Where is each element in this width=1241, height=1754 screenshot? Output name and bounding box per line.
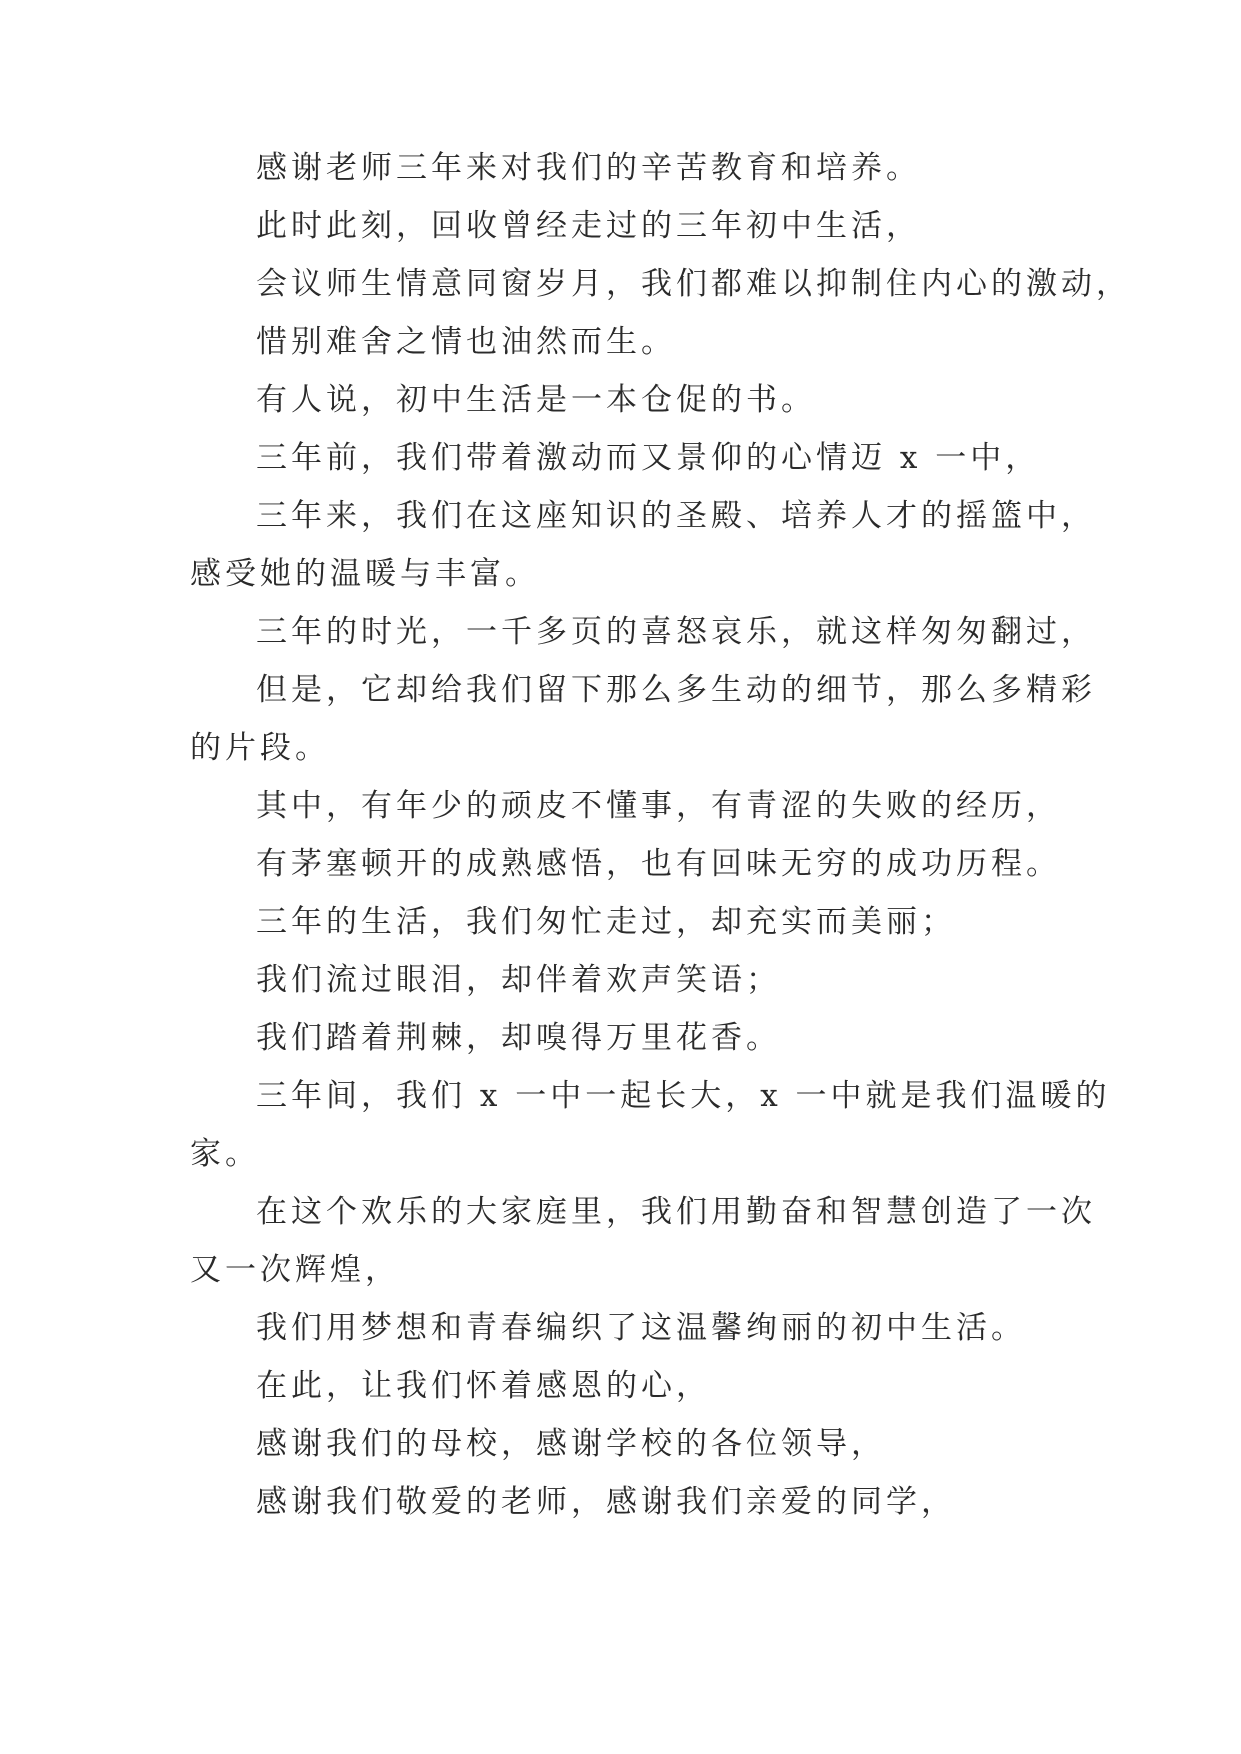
text-line: 的片段。 <box>190 730 330 766</box>
text-line: 惜别难舍之情也油然而生。 <box>256 324 676 360</box>
text-line: 三年的生活，我们匆忙走过，却充实而美丽； <box>256 904 956 940</box>
text-line: 有人说，初中生活是一本仓促的书。 <box>256 382 816 418</box>
text-line: 但是，它却给我们留下那么多生动的细节，那么多精彩 <box>256 672 1096 708</box>
text-line: 此时此刻，回收曾经走过的三年初中生活， <box>256 208 921 244</box>
text-line: 有茅塞顿开的成熟感悟，也有回味无穷的成功历程。 <box>256 846 1061 882</box>
text-line: 三年间，我们 x 一中一起长大，x 一中就是我们温暖的 <box>256 1078 1111 1114</box>
text-line: 又一次辉煌， <box>190 1252 400 1288</box>
text-line: 我们用梦想和青春编织了这温馨绚丽的初中生活。 <box>256 1310 1026 1346</box>
text-line: 三年来，我们在这座知识的圣殿、培养人才的摇篮中， <box>256 498 1096 534</box>
text-line: 感受她的温暖与丰富。 <box>190 556 540 592</box>
text-line: 我们流过眼泪，却伴着欢声笑语； <box>256 962 781 998</box>
text-line: 家。 <box>190 1136 260 1172</box>
text-line: 我们踏着荆棘，却嗅得万里花香。 <box>256 1020 781 1056</box>
text-line: 感谢我们的母校，感谢学校的各位领导， <box>256 1426 886 1462</box>
text-line: 其中，有年少的顽皮不懂事，有青涩的失败的经历， <box>256 788 1061 824</box>
text-line: 感谢老师三年来对我们的辛苦教育和培养。 <box>256 150 921 186</box>
text-line: 会议师生情意同窗岁月，我们都难以抑制住内心的激动， <box>256 266 1131 302</box>
text-line: 三年的时光，一千多页的喜怒哀乐，就这样匆匆翻过， <box>256 614 1096 650</box>
text-line: 在此，让我们怀着感恩的心， <box>256 1368 711 1404</box>
text-line: 感谢我们敬爱的老师，感谢我们亲爱的同学， <box>256 1484 956 1520</box>
text-line: 在这个欢乐的大家庭里，我们用勤奋和智慧创造了一次 <box>256 1194 1096 1230</box>
text-line: 三年前，我们带着激动而又景仰的心情迈 x 一中， <box>256 440 1041 476</box>
body-text <box>0 144 1241 1536</box>
